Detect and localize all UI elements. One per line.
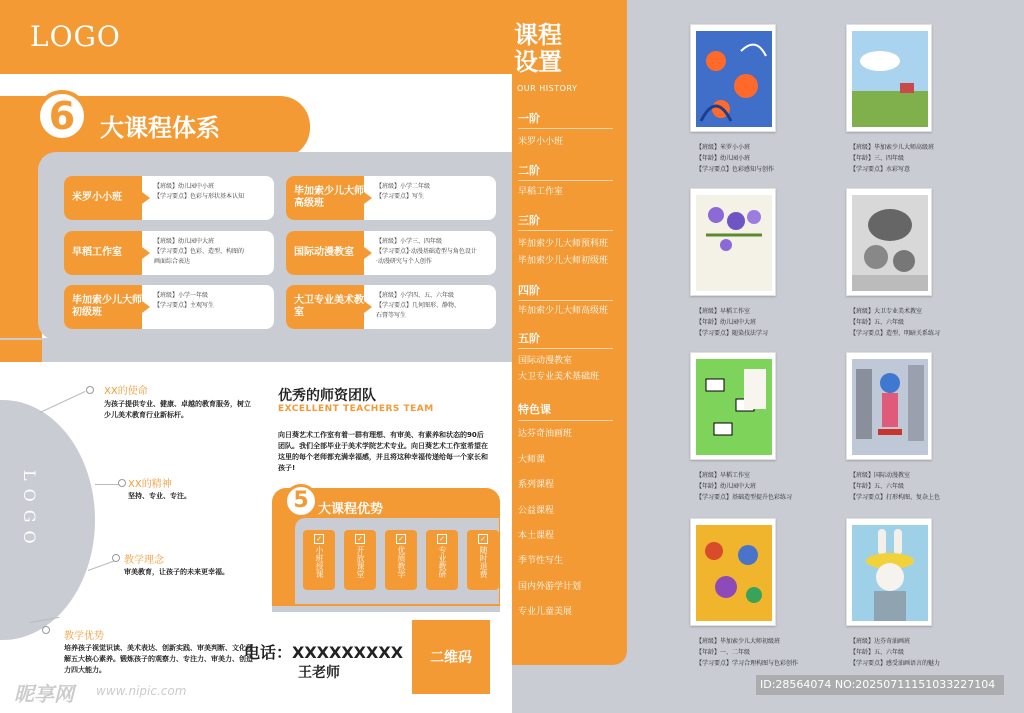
artwork-class: 【班级】早稻工作室 (696, 472, 751, 479)
artwork-point: 【学习要点】水彩写意 (850, 166, 911, 173)
branch-text: 坚持、专业、专注。 (128, 492, 191, 500)
rabbit-painting-image (852, 525, 928, 621)
course-info: 【班级】小学一年级 (154, 292, 209, 299)
qr-code-placeholder: 二维码 (412, 620, 490, 694)
gray-band (0, 338, 512, 362)
course-name: 毕加索少儿大师初级班 (64, 285, 142, 329)
arrow-right-icon (364, 192, 372, 204)
artwork-point: 【学习要点】随染技法学习 (696, 330, 769, 337)
watermark-id: ID:28564074 NO:20250711151033227104 (760, 678, 996, 691)
artwork-card[interactable] (690, 352, 776, 460)
artwork-info (850, 142, 934, 175)
artwork-info (696, 636, 798, 669)
branch-line (95, 484, 120, 485)
course-name: 早稻工作室 (64, 231, 142, 275)
course-card[interactable] (64, 231, 274, 275)
course-name: 国际动漫教室 (286, 231, 364, 275)
team-subtitle: EXCELLENT TEACHERS TEAM (278, 404, 434, 414)
six-number-circle: 6 (36, 90, 88, 142)
branch-node (42, 626, 50, 634)
course-info: 【学习要点】主观写生 (154, 302, 215, 309)
artwork-info (696, 470, 792, 503)
artwork-point: 【学习要点】打形构图、复杂上色 (850, 494, 941, 501)
artwork-card[interactable] (690, 188, 776, 296)
divider (518, 300, 613, 301)
artwork-age: 【年龄】幼儿园中大班 (696, 483, 757, 490)
step-item: 本土课程 (518, 531, 555, 541)
artwork-info (696, 306, 768, 339)
vertical-logo: LOGO (20, 470, 39, 552)
anime-girl-painting-image (852, 359, 928, 455)
arrow-right-icon (142, 301, 150, 313)
step-item: 毕加索少儿大师预科班 (518, 239, 609, 249)
check-icon: ✓ (314, 534, 324, 544)
step-item: 专业儿童美展 (518, 607, 573, 617)
fish-painting-image (696, 31, 772, 127)
course-card[interactable] (286, 285, 496, 329)
step-heading: 一阶 (518, 112, 540, 125)
course-name: 米罗小小班 (64, 176, 142, 220)
artwork-age: 【年龄】五、六年级 (850, 483, 905, 490)
artwork-class: 【班级】大卫专业美术教室 (850, 308, 923, 315)
course-info: ·动漫研究与个人创作 (376, 258, 432, 265)
advantage-item (385, 530, 417, 590)
step-item: 毕加索少儿大师初级班 (518, 256, 609, 266)
artwork-class: 【班级】毕加索少儿大师初级班 (696, 638, 781, 645)
landscape-painting-image (852, 31, 928, 127)
still-life-sketch-image (852, 195, 928, 291)
colorful-crowd-painting-image (696, 525, 772, 621)
contact-name: 王老师 (298, 665, 340, 681)
course-info: 【班级】小学三、四年级 (376, 238, 443, 245)
divider (518, 128, 613, 129)
artwork-class: 【班级】国际动漫教室 (850, 472, 911, 479)
arrow-right-icon (364, 301, 372, 313)
course-info: 【班级】幼儿园中大班 (154, 238, 215, 245)
artwork-card[interactable] (846, 24, 932, 132)
artwork-point: 【学习要点】感受油画语言的魅力 (850, 660, 941, 667)
artwork-age: 【年龄】三、四年级 (850, 155, 905, 162)
artwork-point: 【学习要点】学习合理构图与色彩创作 (696, 660, 799, 667)
artwork-info (850, 470, 940, 503)
course-info: 【学习要点】写生 (376, 193, 425, 200)
divider (0, 74, 512, 94)
advantage-label: 随时退费 (479, 546, 488, 578)
step-heading: 三阶 (518, 214, 540, 227)
check-icon: ✓ (355, 534, 365, 544)
step-heading: 四阶 (518, 284, 540, 297)
course-card[interactable] (286, 176, 496, 220)
six-courses-title: 大课程体系 (100, 114, 220, 142)
divider (518, 230, 613, 231)
artwork-point: 【学习要点】基础造型提升色彩练习 (696, 494, 793, 501)
course-card[interactable] (64, 176, 274, 220)
branch-heading: XX的使命 (104, 386, 148, 397)
course-info: 【学习要点】色彩与形状基本认知 (154, 193, 245, 200)
artwork-info (696, 142, 774, 175)
orange-stripe (0, 150, 42, 360)
course-info: 【班级】小学二年级 (376, 183, 431, 190)
artwork-point: 【学习要点】色彩感知与创作 (696, 166, 775, 173)
advantages-title: 大课程优势 (318, 502, 384, 517)
course-grid (38, 152, 512, 340)
step-item: 系列课程 (518, 480, 555, 490)
course-info: 【班级】幼儿园中小班 (154, 183, 215, 190)
step-item: 国内外游学计划 (518, 582, 582, 592)
step-item: 早稻工作室 (518, 187, 564, 197)
five-number-circle: 5 (284, 484, 318, 518)
artwork-class: 【班级】达芬奇油画班 (850, 638, 911, 645)
cows-painting-image (696, 359, 772, 455)
artwork-card[interactable] (846, 352, 932, 460)
step-item: 公益课程 (518, 506, 555, 516)
advantages-bottom (272, 606, 500, 612)
branch-heading: 教学优势 (64, 631, 104, 642)
course-info: 石膏等写生 (376, 312, 407, 319)
artwork-age: 【年龄】幼儿园小班 (696, 155, 751, 162)
branch-node (112, 554, 120, 562)
advantage-label: 优质教学 (397, 546, 406, 578)
schedule-title-line: 设置 (514, 48, 562, 76)
course-card[interactable] (64, 285, 274, 329)
step-item: 季节性写生 (518, 556, 564, 566)
artwork-card[interactable] (846, 188, 932, 296)
divider (518, 420, 613, 421)
watermark-site: www.nipic.com (96, 684, 187, 698)
step-heading: 特色课 (518, 403, 551, 416)
step-item: 米罗小小班 (518, 137, 564, 147)
course-info: 【学习要点】色彩、造型、构图的 (154, 248, 245, 255)
course-info: 【学习要点】·动漫基础造型与角色设计 (376, 248, 477, 255)
artwork-card[interactable] (846, 518, 932, 626)
step-item: 国际动漫教室 (518, 356, 573, 366)
step-item: 大师课 (518, 455, 546, 465)
artwork-point: 【学习要点】造型、明暗关系练习 (850, 330, 941, 337)
course-name: 毕加索少儿大师高级班 (286, 176, 364, 220)
schedule-subtitle: OUR HISTORY (517, 84, 578, 93)
arrow-right-icon (142, 247, 150, 259)
branch-node (118, 479, 126, 487)
artwork-age: 【年龄】五、六年级 (850, 319, 905, 326)
watermark-brand: 昵享网 (14, 682, 74, 706)
divider (518, 348, 613, 349)
step-item: 毕加索少儿大师高级班 (518, 306, 609, 316)
course-card[interactable] (286, 231, 496, 275)
artwork-card[interactable] (690, 24, 776, 132)
advantage-item (426, 530, 458, 590)
artwork-class: 【班级】米罗小小班 (696, 144, 751, 151)
arrow-right-icon (364, 247, 372, 259)
step-item: 达芬奇油画班 (518, 429, 573, 439)
course-info: 【班级】小学四、五、六年级 (376, 292, 455, 299)
artwork-age: 【年龄】一、二年级 (696, 649, 751, 656)
advantage-item (344, 530, 376, 590)
branch-text: 为孩子提供专业、健康、卓越的教育服务，树立少儿美术教育行业新标杆。 (104, 400, 251, 419)
artwork-age: 【年龄】幼儿园中大班 (696, 319, 757, 326)
step-item: 大卫专业美术基础班 (518, 372, 600, 382)
step-heading: 二阶 (518, 164, 540, 177)
artwork-info (850, 306, 940, 339)
check-icon: ✓ (396, 534, 406, 544)
course-name: 大卫专业美术教室 (286, 285, 364, 329)
artwork-card[interactable] (690, 518, 776, 626)
advantage-label: 开放课堂 (356, 546, 365, 578)
team-description: 向日葵艺术工作室有着一群有理想、有审美、有素养和状态的90后团队。我们全部毕业于美术学院艺术专业。向日葵艺术工作室希望在这里的每个老师都充满幸福感，并且将这种幸福传递给每一个家长和孩子! (278, 431, 488, 472)
branch-text: 培养孩子视觉识读、美术表达、创新实践、审美判断、文化理解五大核心素养。锻炼孩子的观察力、专注力、审美力、创造力四大能力。 (64, 644, 253, 674)
branch-node (86, 386, 94, 394)
branch-text: 审美教育，让孩子的未来更幸福。 (124, 568, 229, 576)
artwork-age: 【年龄】五、六年级 (850, 649, 905, 656)
advantage-item (467, 530, 499, 590)
orange-stripe-bottom (0, 340, 42, 362)
check-icon: ✓ (437, 534, 447, 544)
schedule-title (514, 22, 562, 76)
wisteria-painting-image (696, 195, 772, 291)
course-info: 【学习要点】几何图形、静物、 (376, 302, 461, 309)
arrow-right-icon (142, 192, 150, 204)
artwork-class: 【班级】毕加索少儿大师高级班 (850, 144, 935, 151)
branch-heading: XX的精神 (128, 479, 172, 490)
branch-heading: 教学理念 (124, 555, 164, 566)
advantage-label: 小班授课 (315, 546, 324, 578)
logo: LOGO (30, 20, 121, 53)
step-heading: 五阶 (518, 332, 540, 345)
schedule-title-line: 课程 (514, 21, 562, 49)
team-title: 优秀的师资团队 (278, 388, 376, 404)
advantage-item (303, 530, 335, 590)
check-icon: ✓ (478, 534, 488, 544)
artwork-class: 【班级】早稻工作室 (696, 308, 751, 315)
course-info: 画面综合表达 (154, 258, 191, 265)
divider (518, 180, 613, 181)
phone-number: 电话：XXXXXXXXX (244, 643, 404, 662)
advantage-label: 专业教研 (438, 546, 447, 578)
artwork-info (850, 636, 940, 669)
